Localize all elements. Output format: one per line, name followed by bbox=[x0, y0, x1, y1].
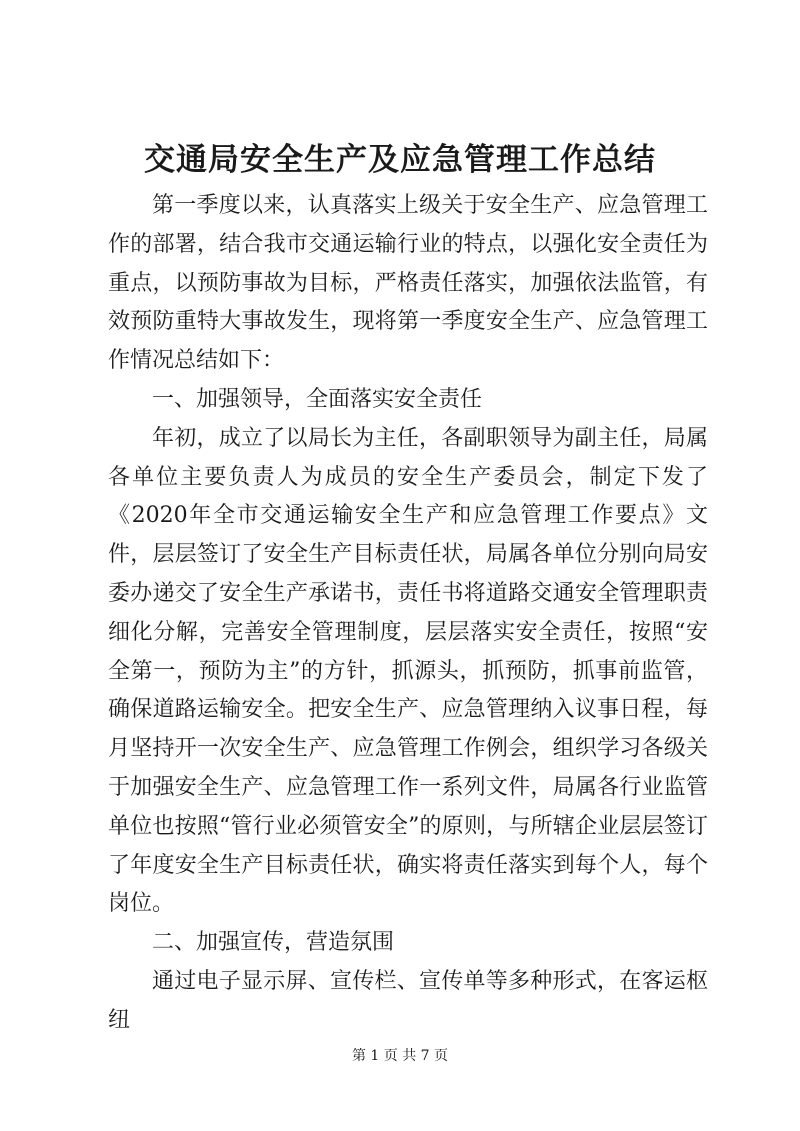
section-heading-1: 一、加强领导，全面落实安全责任 bbox=[152, 386, 483, 412]
document-title: 交通局安全生产及应急管理工作总结 bbox=[144, 142, 656, 178]
page-footer: 第 1 页 共 7 页 bbox=[351, 1048, 449, 1064]
document-body bbox=[108, 187, 708, 1041]
section-paragraph-1: 年初，成立了以局长为主任，各副职领导为副主任，局属各单位主要负责人为成员的安全生产委员会，制定下发了《2020年全市交通运输安全生产和应急管理工作要点》文件，层层签订了安全生产目标责任状，局属各单位分别向局安委办递交了安全生产承诺书，责任书将道路交通安全管理职责细化分解，完善安全管理制度，层层落实安全责任，按照“安全第一，预防为主”的方针，抓源头，抓预防，抓事前监管，确保道路运输安全。把安全生产、应急管理纳入议事日程，每月坚持开一次安全生产、应急管理工作例会，组织学习各级关于加强安全生产、应急管理工作一系列文件，局属各行业监管单位也按照“管行业必须管安全”的原则，与所辖企业层层签订了年度安全生产目标责任状，确实将责任落实到每个人，每个岗位。 bbox=[108, 425, 708, 917]
intro-paragraph: 第一季度以来，认真落实上级关于安全生产、应急管理工作的部署，结合我市交通运输行业的特点，以强化安全责任为重点，以预防事故为目标，严格责任落实，加强依法监管，有效预防重特大事故发生，现将第一季度安全生产、应急管理工作情况总结如下： bbox=[108, 193, 708, 374]
section-heading-2: 二、加强宣传，营造氛围 bbox=[152, 930, 395, 956]
section-paragraph-2: 通过电子显示屏、宣传栏、宣传单等多种形式，在客运枢纽 bbox=[108, 968, 708, 1033]
